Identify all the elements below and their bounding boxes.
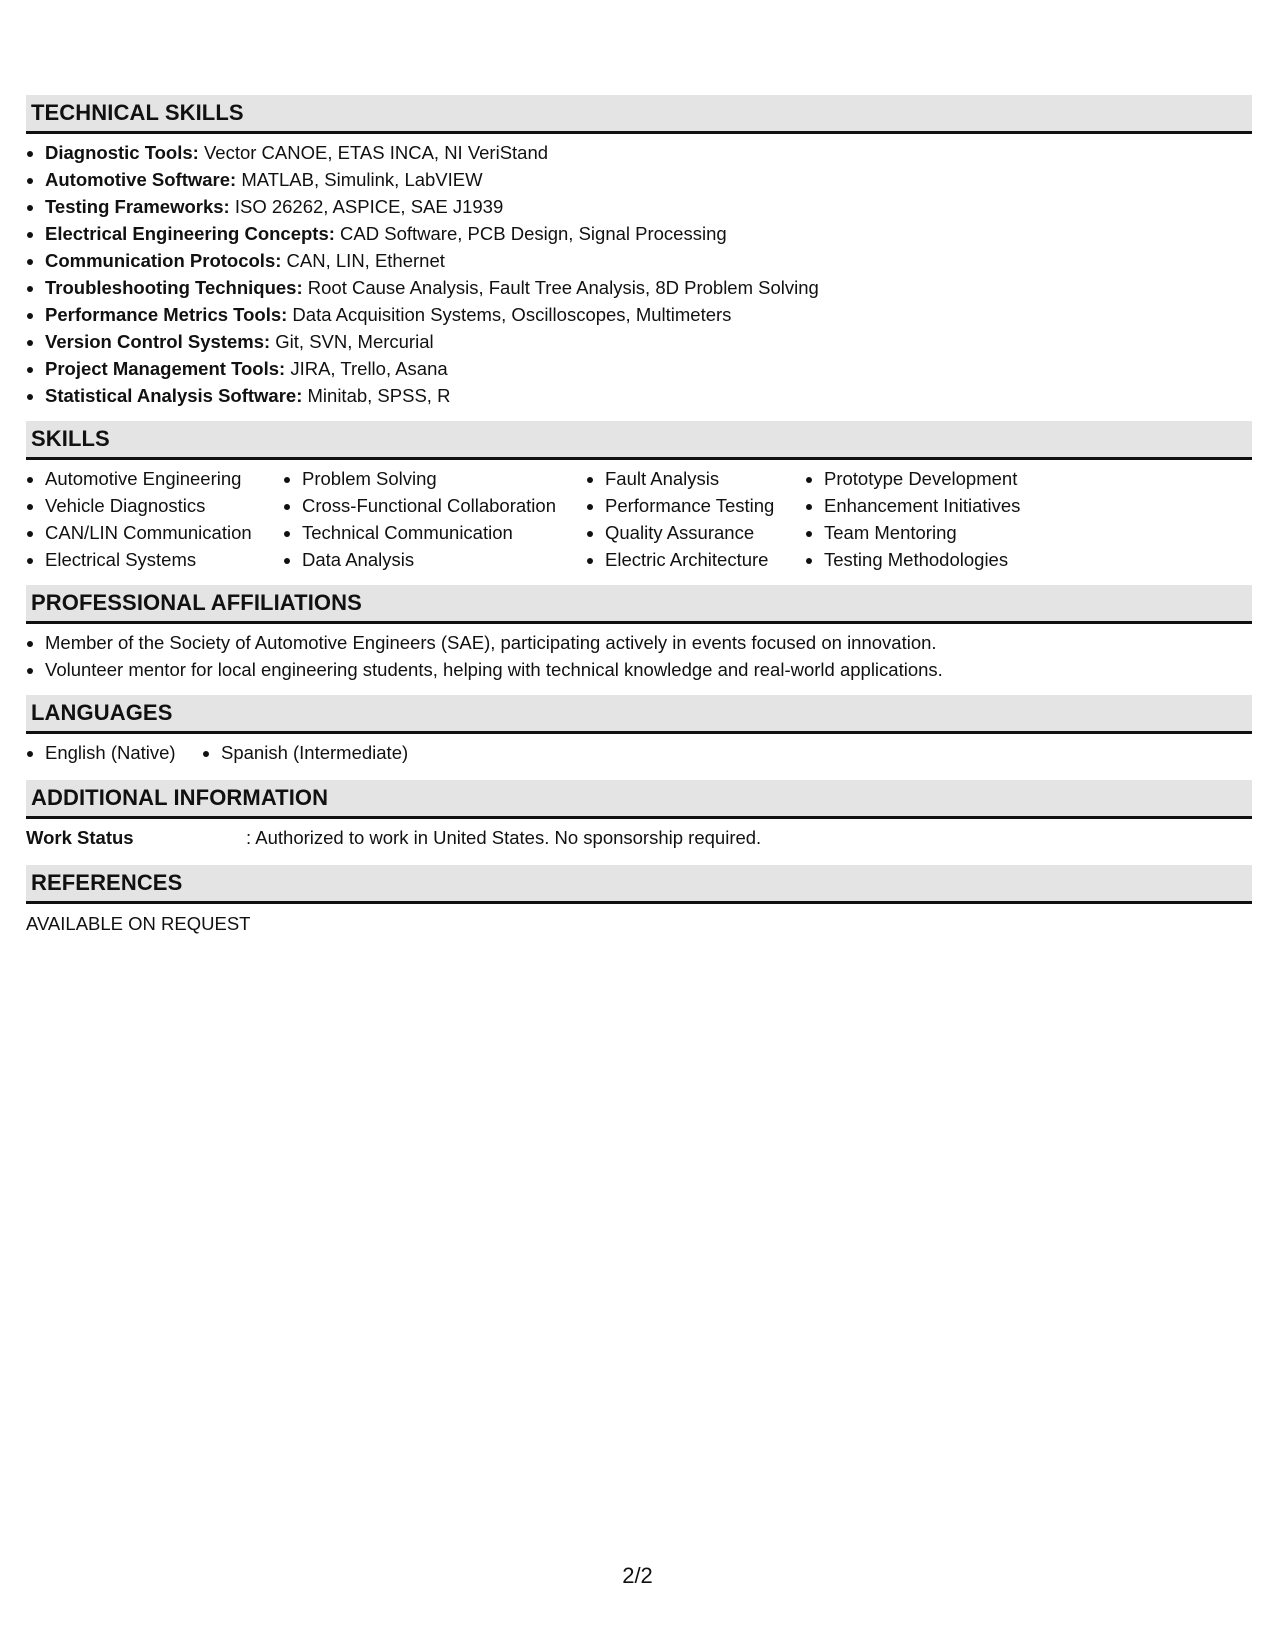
section-title: LANGUAGES <box>31 700 173 725</box>
skill-category: Testing Frameworks: <box>45 196 230 217</box>
skill-category: Project Management Tools: <box>45 358 286 379</box>
list-item <box>26 220 1252 247</box>
resume-page <box>26 95 1252 937</box>
affiliations-list <box>26 629 1252 683</box>
section-header <box>26 695 1252 734</box>
list-item <box>26 193 1252 220</box>
list-item <box>26 355 1252 382</box>
professional-affiliations-section <box>26 585 1252 683</box>
languages-list <box>26 739 1252 766</box>
section-header <box>26 585 1252 624</box>
skill-values: JIRA, Trello, Asana <box>285 358 448 379</box>
list-item: CAN/LIN Communication <box>26 519 283 546</box>
skill-category: Troubleshooting Techniques: <box>45 277 303 298</box>
list-item <box>26 328 1252 355</box>
technical-skills-list <box>26 139 1252 409</box>
skills-column <box>26 465 283 573</box>
additional-information-section <box>26 780 1252 851</box>
list-item: Fault Analysis <box>586 465 805 492</box>
section-title: TECHNICAL SKILLS <box>31 100 244 125</box>
list-item: Problem Solving <box>283 465 586 492</box>
list-item: Member of the Society of Automotive Engineers (SAE), participating actively in events focused on innovation. <box>26 629 1252 656</box>
work-status-value: : Authorized to work in United States. No sponsorship required. <box>246 827 762 848</box>
skill-values: Git, SVN, Mercurial <box>270 331 434 352</box>
list-item: Spanish (Intermediate) <box>202 739 408 766</box>
work-status-row <box>26 824 1252 851</box>
skill-values: Vector CANOE, ETAS INCA, NI VeriStand <box>198 142 549 163</box>
skill-values: Data Acquisition Systems, Oscilloscopes, Multimeters <box>287 304 732 325</box>
list-item: Volunteer mentor for local engineering students, helping with technical knowledge and real-world applications. <box>26 656 1252 683</box>
list-item: Enhancement Initiatives <box>805 492 1065 519</box>
skill-values: CAD Software, PCB Design, Signal Processing <box>334 223 727 244</box>
list-item: Performance Testing <box>586 492 805 519</box>
list-item: Cross-Functional Collaboration <box>283 492 586 519</box>
list-item: Quality Assurance <box>586 519 805 546</box>
list-item: Automotive Engineering <box>26 465 283 492</box>
list-item <box>26 139 1252 166</box>
section-title: REFERENCES <box>31 870 183 895</box>
skill-values: Root Cause Analysis, Fault Tree Analysis, 8D Problem Solving <box>302 277 819 298</box>
skill-values: Minitab, SPSS, R <box>302 385 451 406</box>
skill-category: Version Control Systems: <box>45 331 271 352</box>
skills-grid <box>26 465 1252 573</box>
skill-values: CAN, LIN, Ethernet <box>281 250 445 271</box>
section-title: ADDITIONAL INFORMATION <box>31 785 329 810</box>
skill-category: Automotive Software: <box>45 169 237 190</box>
list-item: Testing Methodologies <box>805 546 1065 573</box>
list-item: Electrical Systems <box>26 546 283 573</box>
list-item: Technical Communication <box>283 519 586 546</box>
section-header <box>26 421 1252 460</box>
references-text: AVAILABLE ON REQUEST <box>26 913 251 934</box>
skill-category: Diagnostic Tools: <box>45 142 199 163</box>
section-header <box>26 865 1252 904</box>
list-item: Vehicle Diagnostics <box>26 492 283 519</box>
technical-skills-section <box>26 95 1252 409</box>
skill-category: Performance Metrics Tools: <box>45 304 288 325</box>
section-title: PROFESSIONAL AFFILIATIONS <box>31 590 362 615</box>
languages-section <box>26 695 1252 766</box>
skill-category: Communication Protocols: <box>45 250 282 271</box>
list-item <box>26 382 1252 409</box>
skills-column <box>283 465 586 573</box>
list-item <box>26 166 1252 193</box>
skill-category: Statistical Analysis Software: <box>45 385 303 406</box>
skills-column <box>805 465 1065 573</box>
list-item: Data Analysis <box>283 546 586 573</box>
section-header <box>26 780 1252 819</box>
list-item: Team Mentoring <box>805 519 1065 546</box>
skill-category: Electrical Engineering Concepts: <box>45 223 335 244</box>
skills-column <box>586 465 805 573</box>
list-item <box>26 247 1252 274</box>
skill-values: MATLAB, Simulink, LabVIEW <box>236 169 483 190</box>
page-number: 2/2 <box>622 1563 653 1588</box>
skill-values: ISO 26262, ASPICE, SAE J1939 <box>229 196 504 217</box>
list-item <box>26 274 1252 301</box>
list-item: English (Native) <box>26 739 202 766</box>
skills-section <box>26 421 1252 573</box>
references-section <box>26 865 1252 937</box>
section-title: SKILLS <box>31 426 110 451</box>
list-item: Electric Architecture <box>586 546 805 573</box>
list-item <box>26 301 1252 328</box>
list-item: Prototype Development <box>805 465 1065 492</box>
section-header <box>26 95 1252 134</box>
work-status-label: Work Status <box>26 827 134 848</box>
